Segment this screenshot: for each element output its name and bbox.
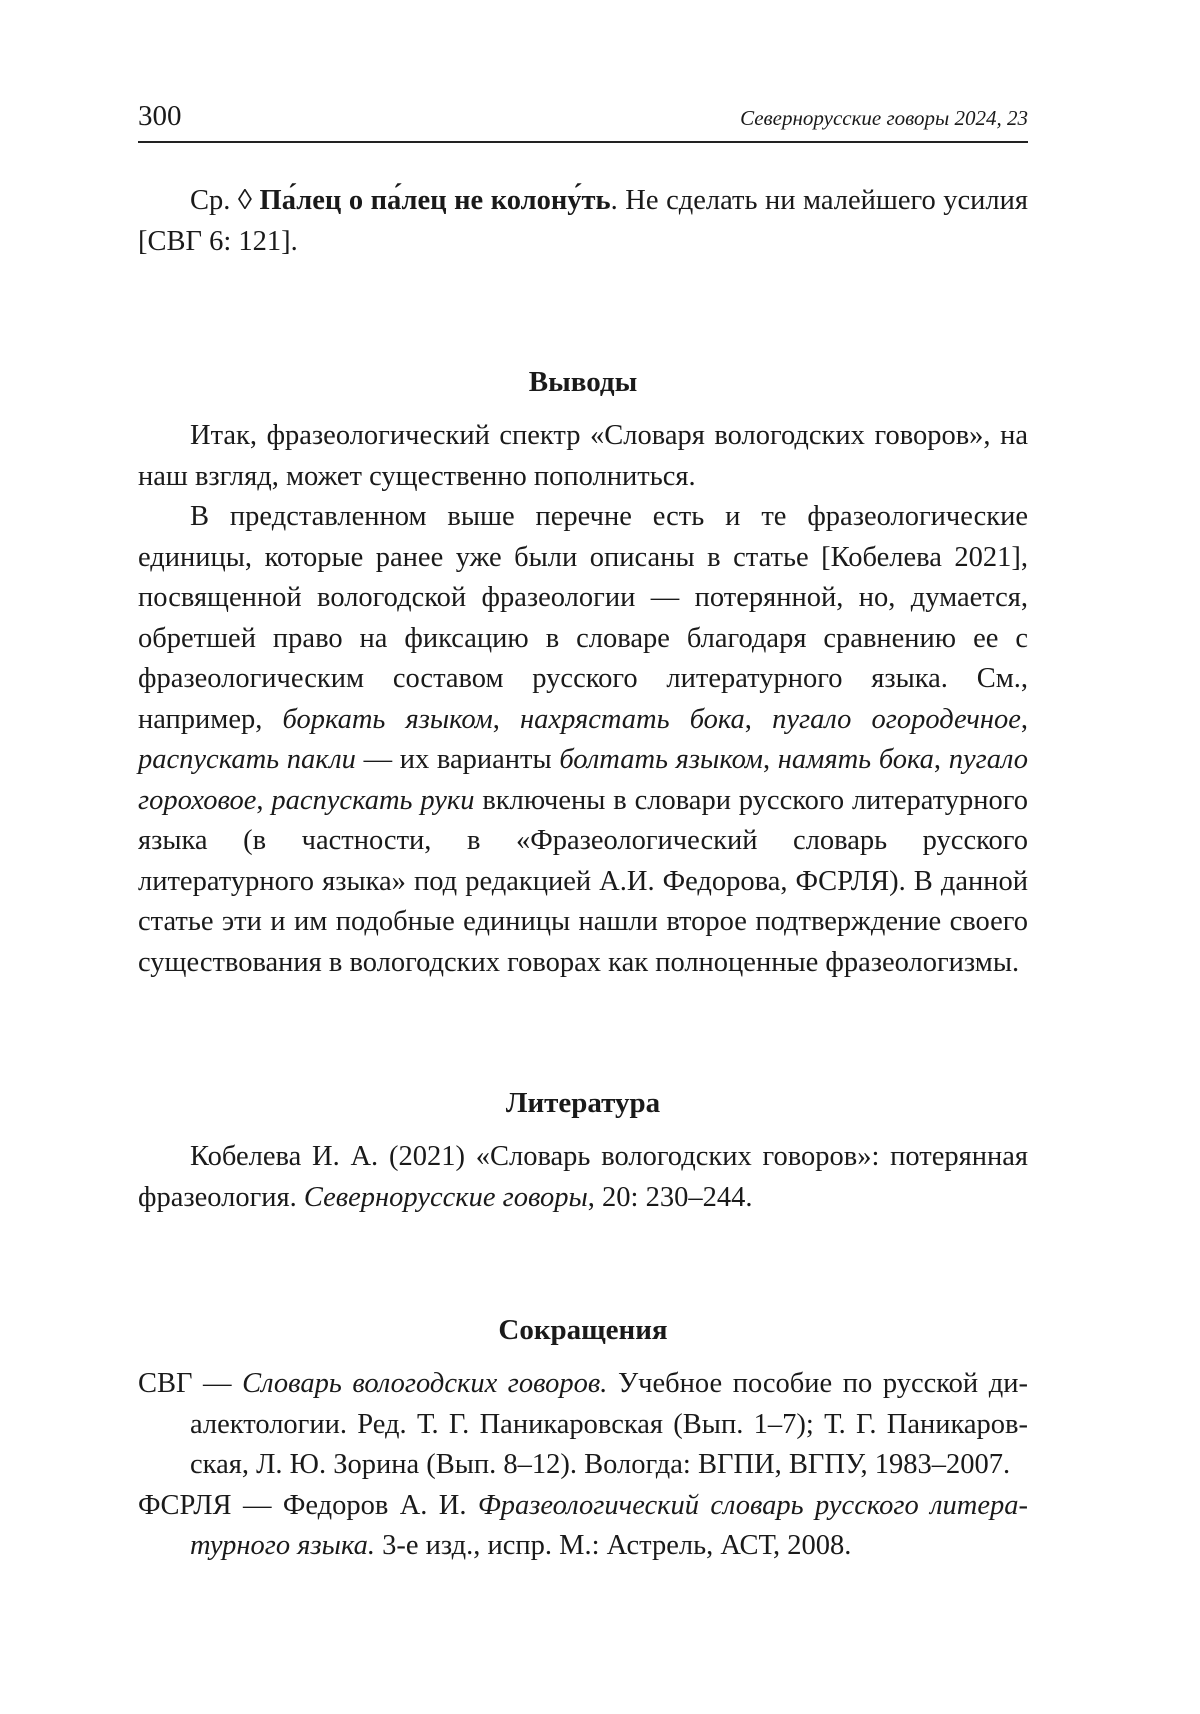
text-run: , [1020,703,1029,735]
reference-pages: , 20: 230–244. [587,1181,753,1213]
entry-prefix: Ср. ◊ [190,185,260,216]
text-run: Фразеологический словарь русского литературного языка. [190,1489,1028,1561]
abbreviation-svg [138,1364,1028,1486]
dictionary-entry [138,181,1028,262]
text-run: , [744,703,773,735]
text-run: , [492,703,521,735]
text-run: включены в словари русского литературного языка (в частности, в «Фразеологический словарь русского литературного языка» под редакцией А.И. Федорова, ФСРЛЯ). В данной статье эти и им подобные единицы нашли второе подтверждение своего существования в вологодских говорах как полноценные фразеологизмы. [138,784,1029,978]
text-run: В представленном выше перечне есть и те фразеологические единицы, которые ранее уже были описаны в статье [Кобелева 2021], посвященной вологодской фразеологии — потерянной, но, думается, обретшей право на фиксацию в словаре благодаря сравнению ее с фразеологическим составом русского литературного языка. См., например, [138,501,1028,735]
page-number: 300 [138,100,182,132]
idiom-example: нахрястать бока [520,703,745,735]
text-run: Словарь вологодских говоров. [242,1368,608,1399]
text-run: СВГ — [138,1368,243,1399]
text-run: Учебное пособие по русской диалектологии. Ред. Т. Г. Паникаровская (Вып. 1–7); Т. Г. Паникаровская, Л. Ю. Зорина (Вып. 8–12). Вологда: ВГПИ, ВГПУ, 1983–2007. [190,1368,1028,1480]
text-run: , [256,784,272,816]
text-run: , [933,744,949,775]
section-title-literature: Литература [505,1087,661,1119]
text-run: , [762,744,778,775]
idiom-example: намять бока [777,744,934,775]
idiom-example: распускать пакли [138,744,356,775]
text-run: ФСРЛЯ — Федоров А. И. [138,1489,478,1521]
abbreviation-fsrlya [138,1486,1028,1567]
running-head [138,100,1028,143]
reference-entry [138,1137,1028,1218]
entry-definition: . Не сделать ни малейшего усилия [СВГ 6: 121]. [138,185,1029,257]
section-title-abbreviations: Сокращения [498,1314,668,1346]
reference-journal: Севернорусские говоры [303,1181,588,1213]
conclusions-paragraph-1: Итак, фразеологический спектр «Словаря вологодских говоров», на наш взгляд, может существенно пополниться. [138,420,1028,492]
conclusions-paragraph-2 [138,497,1028,983]
text-run: 3-е изд., испр. М.: Астрель, АСТ, 2008. [374,1530,852,1561]
journal-title: Севернорусские говоры 2024, 23 [740,106,1028,130]
idiom-example: болтать языком [559,744,763,775]
reference-author-title: Кобелева И. А. (2021) «Словарь вологодских говоров»: потерянная фразеология. [138,1141,1028,1213]
page [138,100,1028,1567]
idiom-example: пугало огородечное [772,703,1021,735]
section-title-conclusions: Выводы [528,366,638,398]
idiom-example: пугало гороховое [138,744,1029,816]
entry-headword: Па́лец о па́лец не колону́ть [259,185,611,216]
text-run: — их варианты [355,744,560,775]
idiom-example: боркать языком [282,703,493,735]
idiom-example: распускать руки [271,784,475,816]
